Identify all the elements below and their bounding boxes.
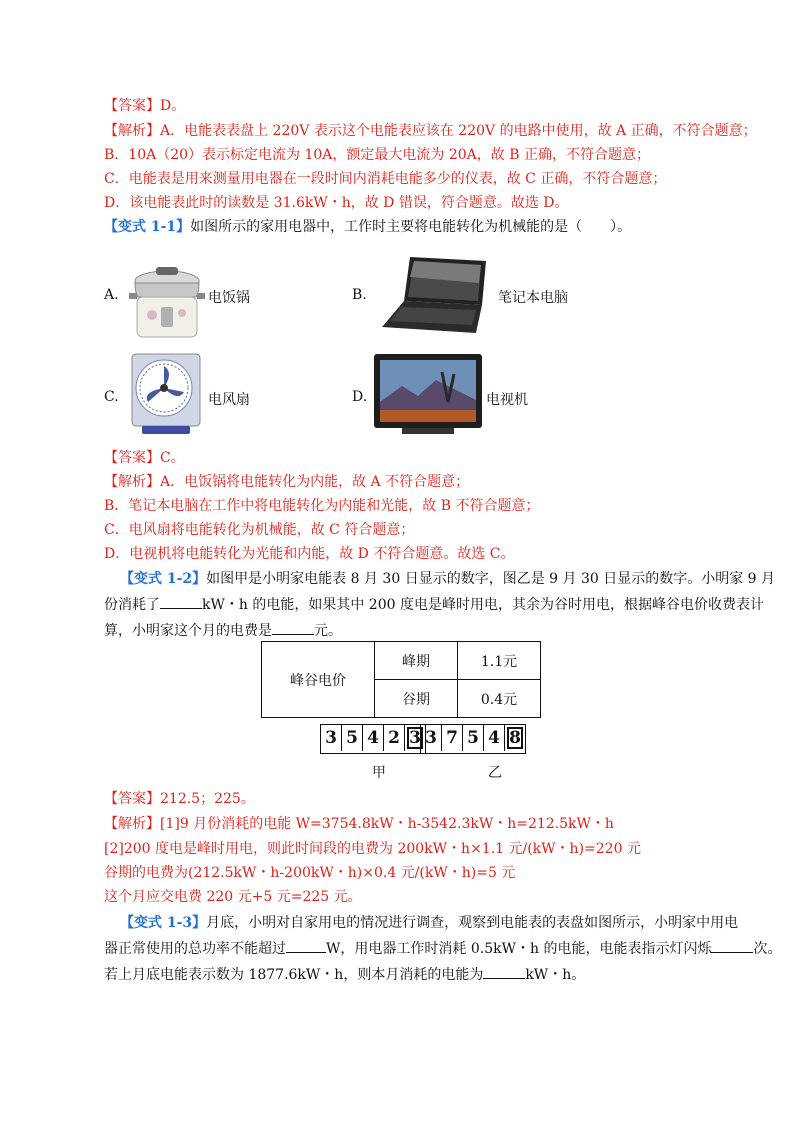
meter-digit: 5: [342, 725, 363, 751]
meter-decimal-digit: [505, 725, 525, 751]
option-d-label: 电视机: [486, 392, 528, 408]
q2-line3a: 算，小明家这个月的电费是: [104, 623, 272, 639]
analysis-line-b: B．10A（20）表示标定电流为 10A，额定最大电流为 20A，故 B 正确，不符合题意；: [104, 147, 650, 163]
option-b-letter: B.: [352, 287, 367, 303]
analysis-line-c: C．电能表是用来测量用电器在一段时间内消耗电能多少的仪表，故 C 正确，不符合题意；: [104, 171, 667, 187]
option-a-letter: A.: [104, 287, 119, 303]
q1-tag: 【变式 1-1】: [104, 219, 191, 235]
q1-analysis-line-b: B．笔记本电脑在工作中将电能转化为内能和光能，故 B 不符合题意；: [104, 498, 540, 514]
meter-digit: 4: [363, 725, 384, 751]
price-valley: 0.4元: [458, 680, 541, 718]
meter-jia: [320, 724, 426, 754]
q2-analysis-prefix: 【解析】: [104, 816, 160, 832]
peak-valley-price-table: [261, 641, 541, 718]
q1-analysis-line-c: C．电风扇将电能转化为机械能，故 C 符合题意；: [104, 522, 415, 538]
option-c-label: 电风扇: [208, 392, 250, 408]
q3-blank-3[interactable]: [483, 964, 525, 979]
q3-line1: 月底，小明对自家用电的情况进行调查，观察到电能表的表盘如图所示，小明家中用电: [206, 915, 739, 931]
q2-line1: 如图甲是小明家电能表 8 月 30 日显示的数字，图乙是 9 月 30 日显示的数字。小明家 9 月: [206, 571, 776, 587]
q1-analysis-a: A．电饭锅将电能转化为内能，故 A 不符合题意；: [160, 474, 470, 490]
answer-line: [104, 95, 185, 117]
meter-digit: 3: [421, 725, 442, 751]
q2-stem-line2: [104, 594, 764, 616]
meter-digit: 4: [484, 725, 505, 751]
option-d-letter: D.: [352, 389, 368, 405]
q2-analysis-line-c: 谷期的电费为(212.5kW・h-200kW・h)×0.4 元/(kW・h)=5 元: [104, 865, 516, 881]
tv-icon: [372, 352, 484, 438]
period-valley: 谷期: [375, 680, 458, 718]
q1-text: 如图所示的家用电器中，工作时主要将电能转化为机械能的是（ ）。: [190, 219, 632, 235]
q3-line2a: 器正常使用的总功率不能超过: [104, 941, 286, 957]
price-table-header: 峰谷电价: [262, 642, 375, 718]
q2-line2a: 份消耗了: [104, 597, 160, 613]
q2-blank-1[interactable]: [160, 594, 202, 609]
period-peak: 峰期: [375, 642, 458, 680]
q3-line3b: kW・h。: [525, 967, 586, 983]
option-b-label: 笔记本电脑: [498, 290, 568, 306]
q1-stem: [104, 216, 631, 238]
q2-answer-prefix: 【答案】: [104, 791, 160, 807]
q2-blank-2[interactable]: [272, 620, 314, 635]
caption-jia: 甲: [372, 765, 386, 781]
analysis-line-d: D．该电能表此时的读数是 31.6kW・h，故 D 错误，符合题意。故选 D。: [104, 195, 569, 211]
q3-stem-line1: [120, 912, 738, 934]
meter-digit: 5: [463, 725, 484, 751]
q1-answer-line: [104, 447, 185, 469]
meter-digit: 2: [384, 725, 405, 751]
q2-analysis-a: [1]9 月份消耗的电能 W=3754.8kW・h-3542.3kW・h=212.5kW・h: [160, 816, 614, 832]
q1-analysis-prefix: 【解析】: [104, 474, 160, 490]
meter-digit: 3: [321, 725, 342, 751]
q1-analysis-line-a: [104, 471, 469, 493]
analysis-line-a: [104, 120, 757, 142]
q3-line2c: 次。: [753, 941, 782, 957]
q3-blank-1[interactable]: [286, 938, 326, 953]
option-c-letter: C.: [104, 389, 119, 405]
laptop-icon: [380, 255, 492, 337]
q1-analysis-line-d: D．电视机将电能转化为光能和内能，故 D 不符合题意。故选 C。: [104, 546, 515, 562]
q3-line2b: W，用电器工作时消耗 0.5kW・h 的电能，电能表指示灯闪烁: [326, 941, 712, 957]
q2-line2b: kW・h 的电能，如果其中 200 度电是峰时用电，其余为谷时用电，根据峰谷电价收费表计: [202, 597, 764, 613]
q2-stem-line1: [120, 568, 775, 590]
q1-answer-prefix: 【答案】: [104, 450, 160, 466]
price-peak: 1.1元: [458, 642, 541, 680]
q2-line3b: 元。: [314, 623, 342, 639]
q1-answer: C。: [160, 450, 185, 466]
fan-icon: [128, 352, 204, 438]
meter-decimal-value: 3: [407, 727, 423, 749]
q2-answer: 212.5；225。: [160, 791, 255, 807]
analysis-text-a: A．电能表表盘上 220V 表示这个电能表应该在 220V 的电路中使用，故 A 正确，不符合题意；: [160, 123, 757, 139]
q2-analysis-line-d: 这个月应交电费 220 元+5 元=225 元。: [104, 889, 362, 905]
q3-stem-line3: [104, 964, 585, 986]
option-a-label: 电饭锅: [208, 290, 250, 306]
answer-prefix: 【答案】: [104, 98, 160, 114]
meter-digit: 7: [442, 725, 463, 751]
q3-stem-line2: [104, 938, 781, 960]
q3-line3a: 若上月底电能表示数为 1877.6kW・h，则本月消耗的电能为: [104, 967, 484, 983]
q2-tag: 【变式 1-2】: [120, 571, 207, 587]
analysis-prefix: 【解析】: [104, 123, 160, 139]
q2-answer-line: [104, 788, 255, 810]
answer-text: D。: [160, 98, 186, 114]
q2-analysis-line-a: [104, 813, 614, 835]
q2-stem-line3: [104, 620, 342, 642]
meter-decimal-value: 8: [507, 727, 523, 749]
meter-yi: [420, 724, 526, 754]
rice-cooker-icon: [126, 263, 208, 345]
q3-blank-2[interactable]: [711, 938, 753, 953]
q3-tag: 【变式 1-3】: [120, 915, 207, 931]
q2-analysis-line-b: [2]200 度电是峰时用电，则此时间段的电费为 200kW・h×1.1 元/(kW・h)=220 元: [104, 841, 641, 857]
caption-yi: 乙: [488, 765, 502, 781]
